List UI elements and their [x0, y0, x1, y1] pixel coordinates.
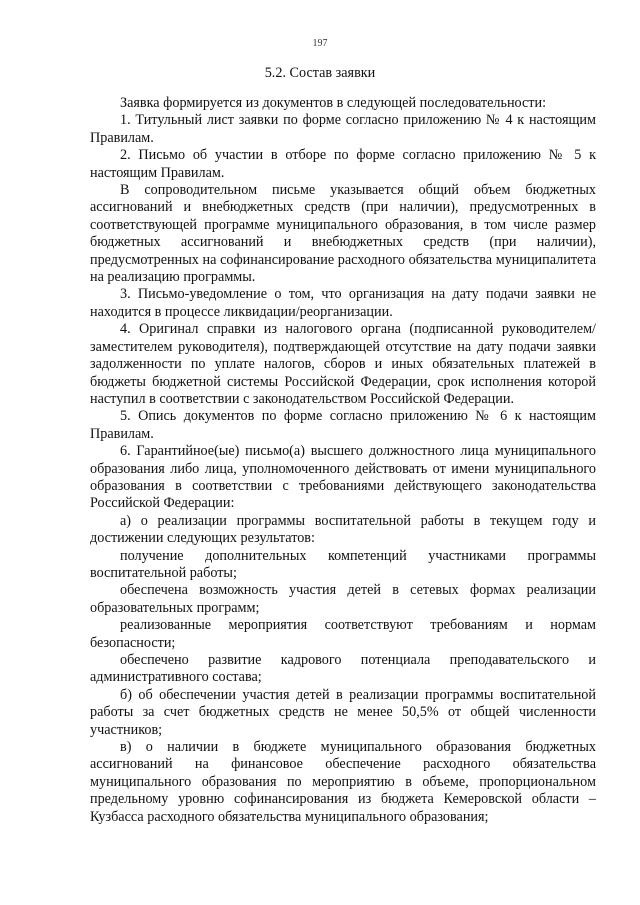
paragraph-intro: Заявка формируется из документов в следующей последовательности: [120, 95, 547, 111]
page-number: 197 [312, 38, 328, 49]
paragraph-item-4: 4. Оригинал справки из налогового органа (подписанной руководителем/заместителем руководителя), подтверждающей отсутствие на дату подачи заявки задолженности по уплате налогов, сборов и иных обязательных платежей в бюджеты бюджетной системы Российской Федерации, срок исполнения которой наступил в соответствии с законодательством Российской Федерации. [90, 321, 596, 407]
paragraph-subitem-b: б) об обеспечении участия детей в реализации программы воспитательной работы за счет бюджетных средств не менее 50,5% от общей численности участников; [90, 686, 596, 738]
paragraph-item-3: 3. Письмо-уведомление о том, что организация на дату подачи заявки не находится в процессе ликвидации/реорганизации. [90, 286, 596, 320]
paragraph-result-4: обеспечено развитие кадрового потенциала преподавательского и административного состава; [90, 652, 596, 686]
paragraph-subitem-v: в) о наличии в бюджете муниципального образования бюджетных ассигнований на финансовое обеспечение расходного обязательства муниципального образования по мероприятию в объеме, пропорциональном предельному уровню софинансирования из бюджета Кемеровской области – Кузбасса расходного обязательства муниципального образования; [90, 739, 596, 825]
paragraph-item-6: 6. Гарантийное(ые) письмо(а) высшего должностного лица муниципального образования либо лица, уполномоченного действовать от имени муниципального образования в соответствии с требованиями действующего законодательства Российской Федерации: [90, 443, 596, 512]
document-body [90, 95, 596, 826]
paragraph-item-2: 2. Письмо об участии в отборе по форме согласно приложению № 5 к настоящим Правилам. [90, 147, 596, 181]
paragraph-cover-letter: В сопроводительном письме указывается общий объем бюджетных ассигнований и внебюджетных средств (при наличии), предусмотренных в соответствующей программе муниципального образования, в том числе размер бюджетных ассигнований и внебюджетных средств (при наличии), предусмотренных на софинансирование расходного обязательства муниципалитета на реализацию программы. [90, 182, 596, 286]
paragraph-result-3: реализованные мероприятия соответствуют требованиям и нормам безопасности; [90, 617, 596, 651]
paragraph-result-1: получение дополнительных компетенций участниками программы воспитательной работы; [90, 547, 596, 581]
section-title: 5.2. Состав заявки [264, 65, 376, 81]
paragraph-subitem-a: а) о реализации программы воспитательной работы в текущем году и достижении следующих результатов: [90, 512, 596, 547]
paragraph-item-1: 1. Титульный лист заявки по форме согласно приложению № 4 к настоящим Правилам. [90, 112, 596, 146]
paragraph-item-5: 5. Опись документов по форме согласно приложению № 6 к настоящим Правилам. [90, 408, 596, 442]
paragraph-result-2: обеспечена возможность участия детей в сетевых формах реализации образовательных программ; [90, 582, 596, 616]
